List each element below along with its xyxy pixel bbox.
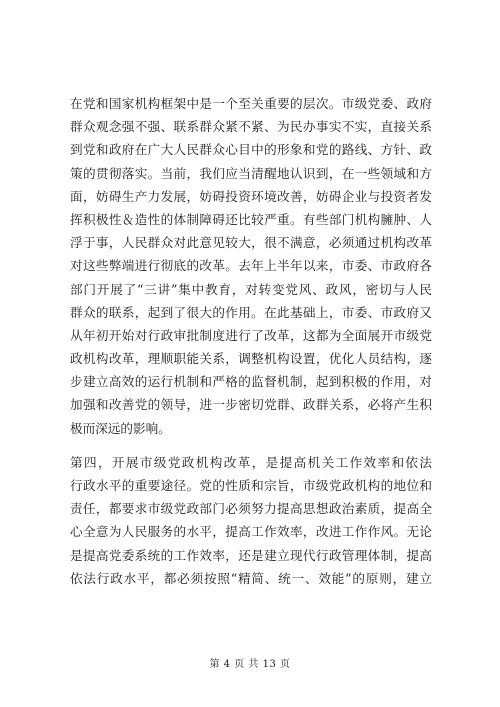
text-line: 浮于事，人民群众对此意见较大，很不满意，必须通过机构改革 [70,235,432,251]
paragraph-gap [70,440,432,451]
text-line: 面，妨碍生产力发展，妨碍投资环境改善，妨碍企业与投资者发 [70,188,432,204]
text-line: 加强和改善党的领导，进一步密切党群、政群关系，必将产生积 [70,397,432,413]
text-line: 极而深远的影响。 [70,420,171,436]
paragraph-1 [70,92,432,440]
text-line: 责任，都要求市级党政部门必须努力提高思想政治素质，提高全 [70,501,432,517]
text-line: 从年初开始对行政审批制度进行了改革，这都为全面展开市级党 [70,327,432,343]
text-line: 第四，开展市级党政机构改革，是提高机关工作效率和依法 [70,454,432,470]
text-line: 部门开展了“三讲”集中教育，对转变党风、政风，密切与人民 [70,281,432,297]
text-line: 群众的联系，起到了很大的作用。在此基础上，市委、市政府又 [70,304,432,320]
text-line: 策的贯彻落实。当前，我们应当清醒地认识到，在一些领域和方 [70,165,432,181]
text-line: 到党和政府在广大人民群众心目中的形象和党的路线、方针、政 [70,142,432,158]
body-text [70,92,432,590]
text-line: 挥积极性＆造性的体制障碍还比较严重。有些部门机构臃肿、人 [70,211,432,227]
text-line: 在党和国家机构框架中是一个至关重要的层次。市级党委、政府 [70,96,432,111]
text-line: 心全意为人民服务的水平，提高工作效率，改进工作作风。无论 [70,524,432,540]
page-number-footer: 第 4 页 共 13 页 [209,659,291,670]
paragraph-2 [70,451,432,590]
text-line: 政机构改革，理顺职能关系，调整机构设置，优化人员结构，逐 [70,351,432,367]
text-line: 依法行政水平，都必须按照“精简、统一、效能”的原则，建立 [70,570,432,586]
text-line: 行政水平的重要途径。党的性质和宗旨，市级党政机构的地位和 [70,478,432,493]
text-line: 步建立高效的运行机制和严格的监督机制，起到积极的作用，对 [70,374,432,390]
text-line: 是提高党委系统的工作效率，还是建立现代行政管理体制，提高 [70,547,432,563]
text-line: 对这些弊端进行彻底的改革。去年上半年以来，市委、市政府各 [70,258,432,274]
text-line: 群众观念强不强、联系群众紧不紧、为民办事实不实，直接关系 [70,119,432,135]
